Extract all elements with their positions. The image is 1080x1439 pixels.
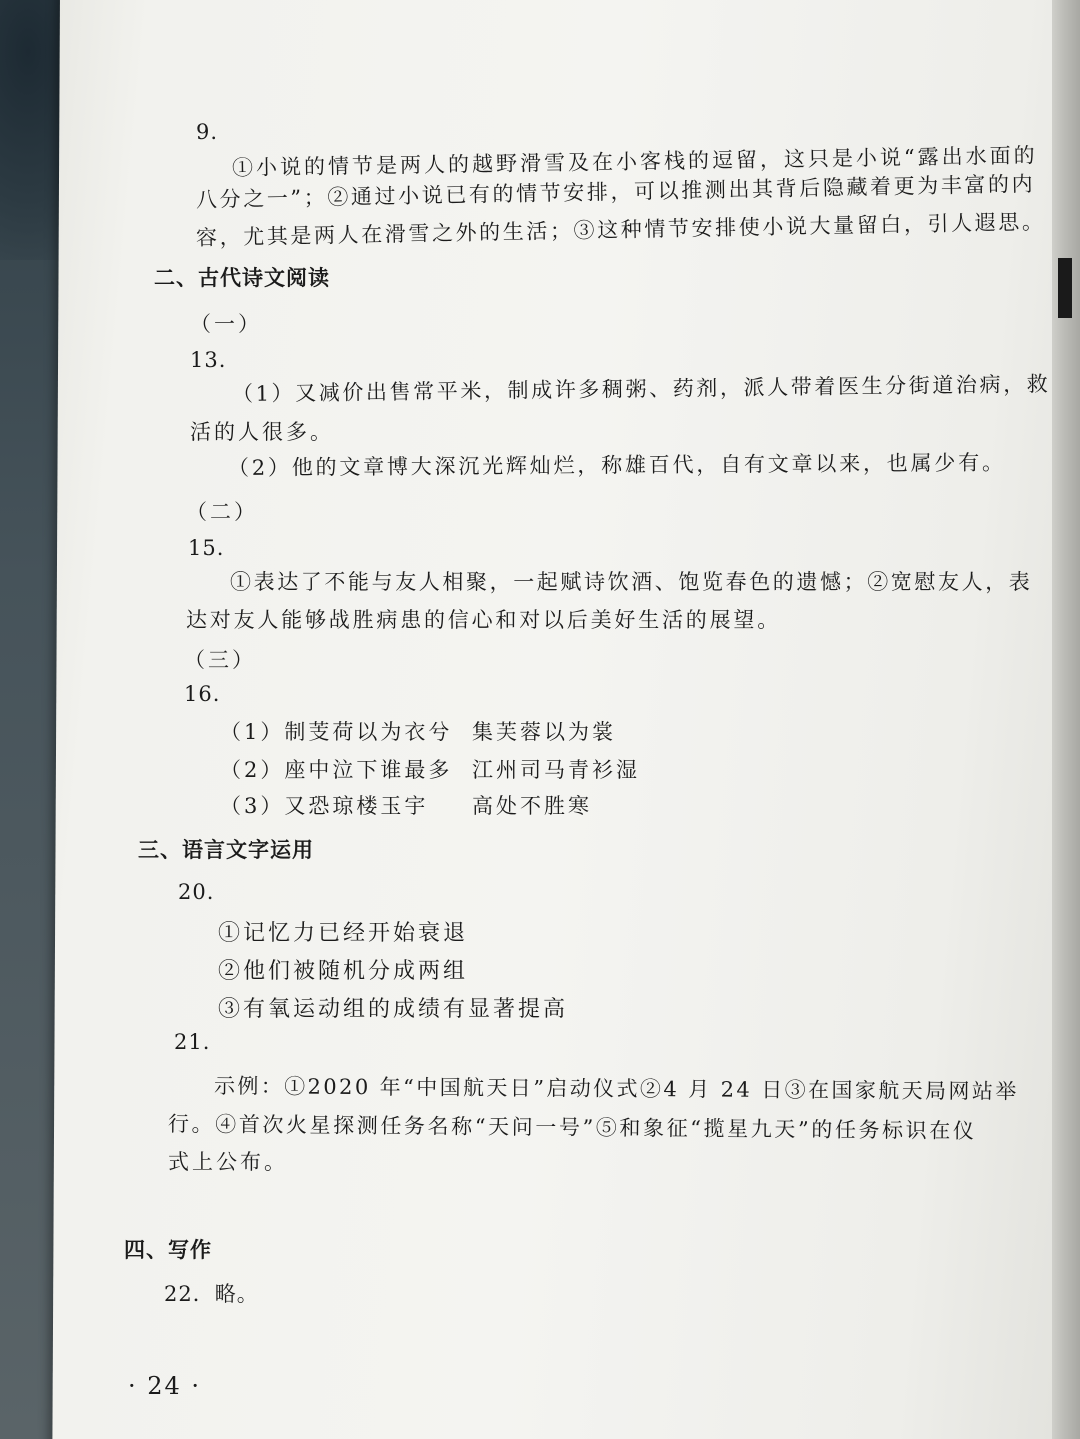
answer-line: 八分之一”；②通过小说已有的情节安排，可以推测出其背后隐藏着更为丰富的内: [195, 171, 1036, 212]
question-number: 9.: [196, 120, 219, 144]
answer-line: 活的人很多。: [190, 420, 334, 444]
answer-line: 22．略。: [164, 1282, 259, 1306]
section-heading: 四、写作: [124, 1238, 212, 1262]
section-heading: 二、古代诗文阅读: [154, 266, 330, 290]
section-heading: 三、语言文字运用: [138, 838, 314, 862]
answer-line: 示例：①2020 年“中国航天日”启动仪式②4 月 24 日③在国家航天局网站举: [213, 1074, 1019, 1104]
answer-line: 行。④首次火星探测任务名称“天问一号”⑤和象征“揽星九天”的任务标识在仪: [167, 1112, 977, 1144]
answer-line: ②他们被随机分成两组: [218, 959, 469, 984]
question-number: 21.: [174, 1030, 211, 1054]
answer-line: （2）他的文章博大深沉光辉灿烂，称雄百代，自有文章以来，也属少有。: [227, 450, 1006, 480]
answer-line: 达对友人能够战胜病患的信心和对以后美好生活的展望。: [186, 608, 781, 632]
answer-line: ③有氧运动组的成绩有显著提高: [218, 997, 569, 1022]
poem-line-right: 集芙蓉以为裳: [472, 720, 616, 744]
poem-line-left: （3）又恐琼楼玉宇: [220, 794, 429, 818]
poem-line-right: 高处不胜寒: [472, 794, 592, 818]
question-number: 15.: [188, 536, 225, 560]
poem-line-left: （1）制芰荷以为衣兮: [220, 720, 453, 744]
question-number: 20.: [178, 880, 215, 904]
answer-line: 容，尤其是两人在滑雪之外的生活；③这种情节安排使小说大量留白，引人遐思。: [195, 209, 1046, 250]
subsection-label: （一）: [190, 312, 262, 336]
answer-line: 式上公布。: [168, 1150, 288, 1174]
poem-line-right: 江州司马青衫湿: [472, 758, 640, 782]
question-number: 16.: [184, 682, 221, 706]
poem-line-left: （2）座中泣下谁最多: [220, 758, 453, 782]
answer-line: （1）又减价出售常平米，制成许多稠粥、药剂，派人带着医生分街道治病，救: [231, 372, 1051, 406]
answer-line: ①记忆力已经开始衰退: [218, 921, 469, 946]
page-number: · 24 ·: [128, 1372, 202, 1400]
subsection-label: （三）: [184, 648, 256, 672]
answer-line: ①表达了不能与友人相聚，一起赋诗饮酒、饱览春色的遗憾；②宽慰友人，表: [230, 570, 1033, 594]
question-number: 13.: [190, 348, 227, 372]
subsection-label: （二）: [186, 500, 258, 524]
answer-line: ①小说的情节是两人的越野滑雪及在小客栈的逗留，这只是小说“露出水面的: [231, 143, 1038, 180]
